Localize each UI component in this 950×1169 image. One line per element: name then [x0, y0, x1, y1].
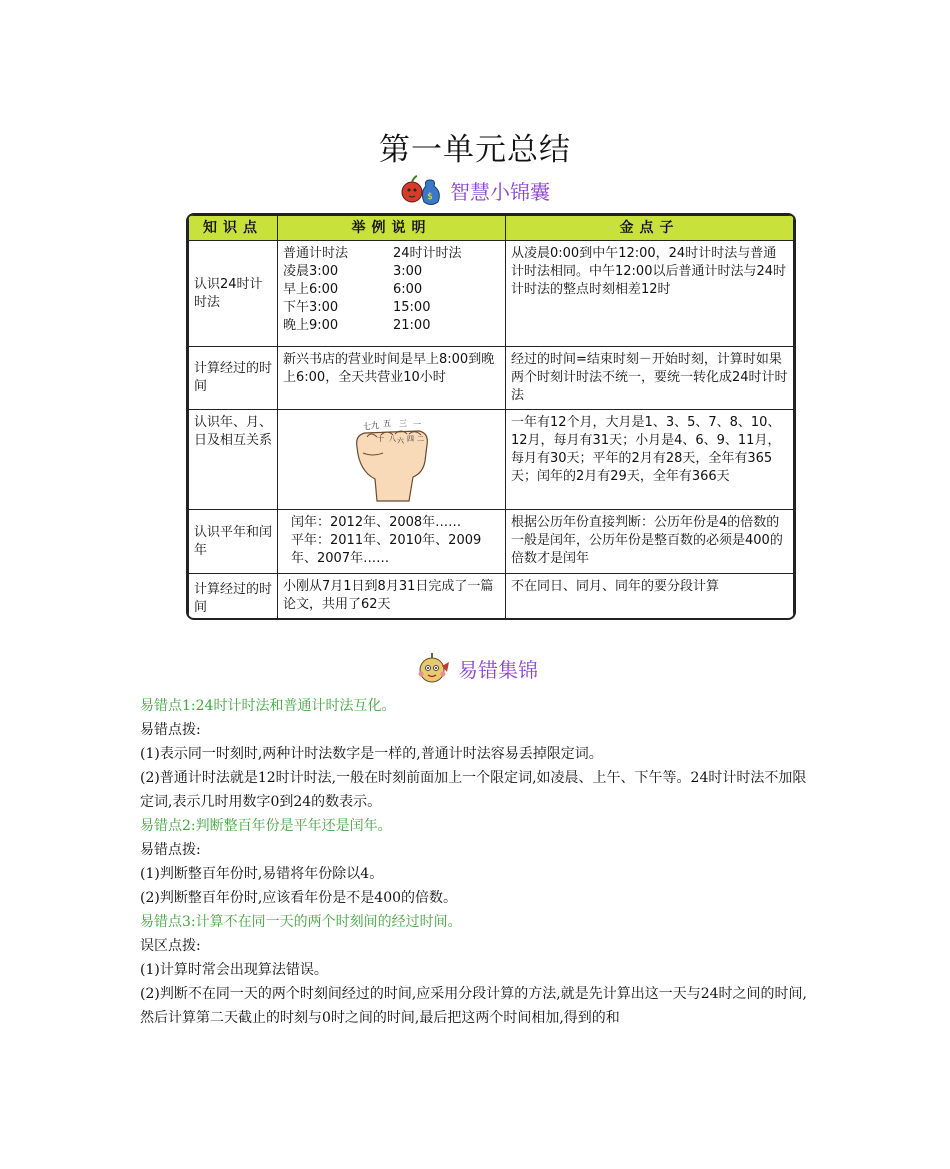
tip-cell: 一年有12个月，大月是1、3、5、7、8、10、12月，每月有31天；小月是4、6、9、11月，每月有30天；平年的2月有28天，全年有365天；闰年的2月有29天，全年有366天 [506, 410, 794, 510]
apple-and-money-bag-icon [400, 172, 444, 208]
mistake-line: 易错点拨: [140, 842, 201, 858]
mistake-line: (2)判断整百年份时,应该看年份是不是400的倍数。 [140, 890, 458, 906]
mistake-line: (1)表示同一时刻时,两种计时法数字是一样的,普通计时法容易丢掉限定词。 [140, 746, 603, 762]
knuckle-label: 五 [382, 418, 391, 428]
cartoon-character-icon [412, 648, 452, 688]
mistake-heading: 易错点1:24时计时法和普通计时法互化。 [140, 698, 396, 714]
mistake-line: (2)普通计时法就是12时计时法,一般在时刻前面加上一个限定词,如凌晨、上午、下午等。24时计时法不加限定词,表示几时用数字0到24的数表示。 [140, 770, 807, 810]
tip-cell: 经过的时间=结束时刻－开始时刻，计算时如果两个时刻计时法不统一，要统一转化成24时计时法 [506, 347, 794, 410]
table-row [189, 510, 794, 574]
mistake-line: 易错点拨: [140, 722, 201, 738]
mistake-line: (2)判断不在同一天的两个时刻间经过的时间,应采用分段计算的方法,就是先计算出这一天与24时之间的时间,然后计算第二天截止的时刻与0时之间的时间,最后把这两个时间相加,得到的和 [140, 986, 807, 1026]
example-text: 24时计时法 [393, 246, 462, 261]
tip-cell: 不在同日、同月、同年的要分段计算 [506, 574, 794, 621]
example-text: 晚上9:00 [283, 318, 339, 333]
mistake-heading: 易错点2:判断整百年份是平年还是闰年。 [140, 818, 392, 834]
topic-cell: 认识平年和闰年 [189, 510, 278, 574]
header-tip: 金点子 [506, 216, 794, 241]
example-text: 下午3:00 [283, 300, 339, 315]
mistake-line: 误区点拨: [140, 938, 201, 954]
knuckle-label: 十 [376, 434, 384, 443]
example-text: 平年：2011年、2010年、2009年、2007年…… [291, 533, 482, 566]
header-topic: 知识点 [189, 216, 278, 241]
mistakes-list [140, 694, 815, 1030]
knuckle-label: 八 [388, 434, 396, 443]
example-text: 6:00 [393, 282, 423, 297]
table-row [189, 410, 794, 510]
section-header-tips [0, 168, 950, 212]
example-cell [278, 241, 506, 347]
table-row [189, 241, 794, 347]
knuckle-label: 四 [406, 434, 414, 443]
knuckle-label: 三 [398, 418, 407, 428]
topic-cell: 认识年、月、日及相互关系 [189, 410, 278, 510]
knuckle-label: 七 [362, 421, 371, 431]
topic-cell: 计算经过的时间 [189, 347, 278, 410]
table-row [189, 574, 794, 621]
page-title: 第一单元总结 [379, 132, 571, 168]
knowledge-table [186, 213, 796, 620]
mistake-heading: 易错点3:计算不在同一天的两个时刻间的经过时间。 [140, 914, 462, 930]
topic-cell: 认识24时计时法 [189, 241, 278, 347]
svg-text:$: $ [427, 192, 433, 202]
section-title-tips: 智慧小锦囊 [450, 179, 550, 204]
knuckle-label: 六 [396, 436, 404, 445]
example-text: 15:00 [393, 300, 431, 315]
example-cell [278, 410, 506, 510]
knuckle-label: 九 [370, 420, 379, 430]
example-text: 早上6:00 [283, 282, 339, 297]
example-text: 凌晨3:00 [283, 264, 339, 279]
example-text: 普通计时法 [283, 246, 349, 261]
mistake-line: (1)判断整百年份时,易错将年份除以4。 [140, 866, 384, 882]
fist-knuckle-month-icon [337, 417, 447, 503]
knuckle-label: 二 [416, 434, 424, 443]
tip-cell: 从凌晨0:00到中午12:00，24时计时法与普通计时法相同。中午12:00以后普通计时法与24时计时法的整点时刻相差12时 [506, 241, 794, 347]
section-header-mistakes [0, 646, 950, 690]
table-row [189, 347, 794, 410]
tip-cell: 根据公历年份直接判断：公历年份是4的倍数的一般是闰年，公历年份是整百数的必须是400的倍数才是闰年 [506, 510, 794, 574]
section-title-mistakes: 易错集锦 [458, 657, 538, 682]
example-text: 闰年：2012年、2008年…… [291, 515, 462, 530]
example-text: 3:00 [393, 264, 423, 279]
example-cell: 新兴书店的营业时间是早上8:00到晚上6:00，全天共营业10小时 [278, 347, 506, 410]
topic-cell: 计算经过的时间 [189, 574, 278, 621]
mistake-line: (1)计算时常会出现算法错误。 [140, 962, 328, 978]
example-text: 21:00 [393, 318, 431, 333]
example-cell: 小刚从7月1日到8月31日完成了一篇论文，共用了62天 [278, 574, 506, 621]
header-example: 举例说明 [278, 216, 506, 241]
knuckle-label: 一 [412, 419, 421, 429]
example-cell [278, 510, 506, 574]
